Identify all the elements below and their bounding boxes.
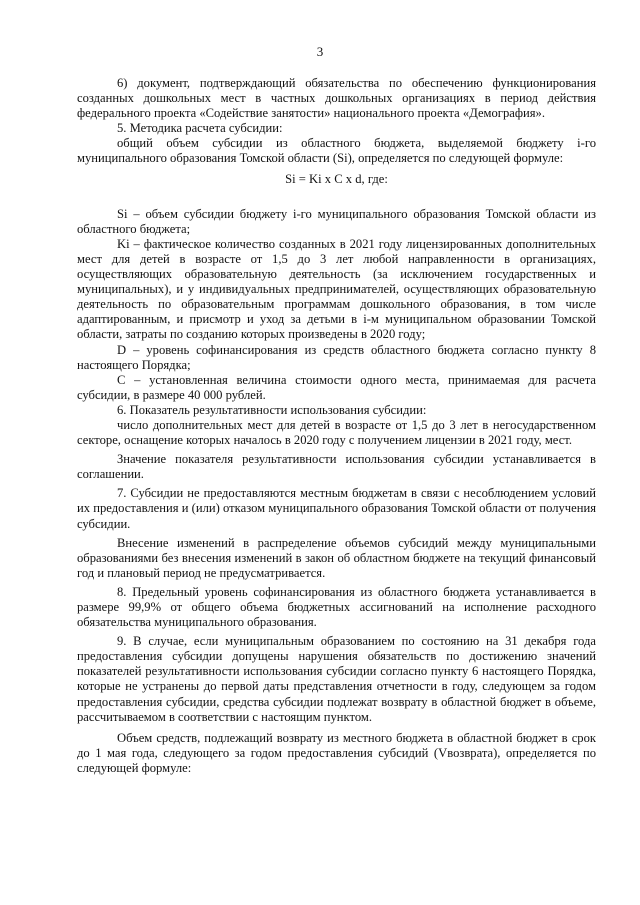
- paragraph-section-5-heading: 5. Методика расчета субсидии:: [117, 121, 283, 136]
- paragraph-c-definition: C – установленная величина стоимости одного места, принимаемая для расчета субсидии, в размере 40 000 рублей.: [77, 372, 596, 402]
- paragraph-section-6-heading: 6. Показатель результативности использования субсидии:: [117, 402, 427, 417]
- paragraph-section-9: 9. В случае, если муниципальным образованием по состоянию на 31 декабря года предоставления субсидии допущены нарушения обязательств по достижению значений показателей результативности использования субсидии согласно пункту 6 настоящего Порядка, которые не устранены до первой даты представления отчетности в году, следующем за годом предоставления субсидии, средства субсидии подлежат возврату в областной бюджет в объеме, рассчитываемом в соответствии с настоящим пунктом.: [77, 634, 596, 724]
- paragraph-document-item-6: 6) документ, подтверждающий обязательства по обеспечению функционирования созданных дошкольных мест в частных дошкольных организациях в период действия федерального проекта «Содействие занятости» национального проекта «Демография».: [77, 76, 596, 121]
- paragraph-section-7: 7. Субсидии не предоставляются местным бюджетам в связи с несоблюдением условий их предоставления и (или) отказом муниципального образования Томской области от получения субсидии.: [77, 486, 596, 531]
- paragraph-section-8: 8. Предельный уровень софинансирования из областного бюджета устанавливается в размере 99,9% от общего объема бюджетных ассигнований на исполнение расходного обязательства муниципального образования.: [77, 584, 596, 630]
- paragraph-d-definition: D – уровень софинансирования из средств областного бюджета согласно пункту 8 настоящего Порядка;: [77, 342, 596, 372]
- paragraph-changes: Внесение изменений в распределение объемов субсидий между муниципальными образованиями без внесения изменений в закон об областном бюджете на текущий финансовый год и плановый период не предусматривается.: [77, 535, 596, 580]
- document-body: [77, 76, 596, 776]
- page-number: 3: [316, 44, 324, 59]
- paragraph-subsidy-total: общий объем субсидии из областного бюджета, выделяемой бюджету i-го муниципального образования Томской области (Si), определяется по следующей формуле:: [77, 136, 596, 166]
- paragraph-return-volume: Объем средств, подлежащий возврату из местного бюджета в областной бюджет в срок до 1 мая года, следующего за годом предоставления субсидий (Vвозврата), определяется по следующей формуле:: [77, 730, 596, 775]
- paragraph-si-definition: Si – объем субсидии бюджету i-го муниципального образования Томской области из областного бюджета;: [77, 206, 596, 236]
- subsidy-formula: Si = Ki x C x d, где:: [285, 171, 388, 186]
- paragraph-indicator: число дополнительных мест для детей в возрасте от 1,5 до 3 лет в негосударственном секторе, оснащение которых началось в 2020 году с получением лицензии в 2021 году, мест.: [77, 417, 596, 448]
- paragraph-indicator-value: Значение показателя результативности использования субсидии устанавливается в соглашении.: [77, 452, 596, 482]
- paragraph-ki-definition: Ki – фактическое количество созданных в 2021 году лицензированных дополнительных мест для детей в возрасте от 1,5 до 3 лет любой направленности в организациях, осуществляющих образовательную деятельность (за исключением государственных и муниципальных), и у индивидуальных предпринимателей, осуществляющих образовательную деятельность по образовательным программам дошкольного образования, в том числе адаптированным, и присмотр и уход за детьми в i-м муниципальном образовании Томской области, затраты по созданию которых произведены в 2020 году;: [77, 236, 596, 342]
